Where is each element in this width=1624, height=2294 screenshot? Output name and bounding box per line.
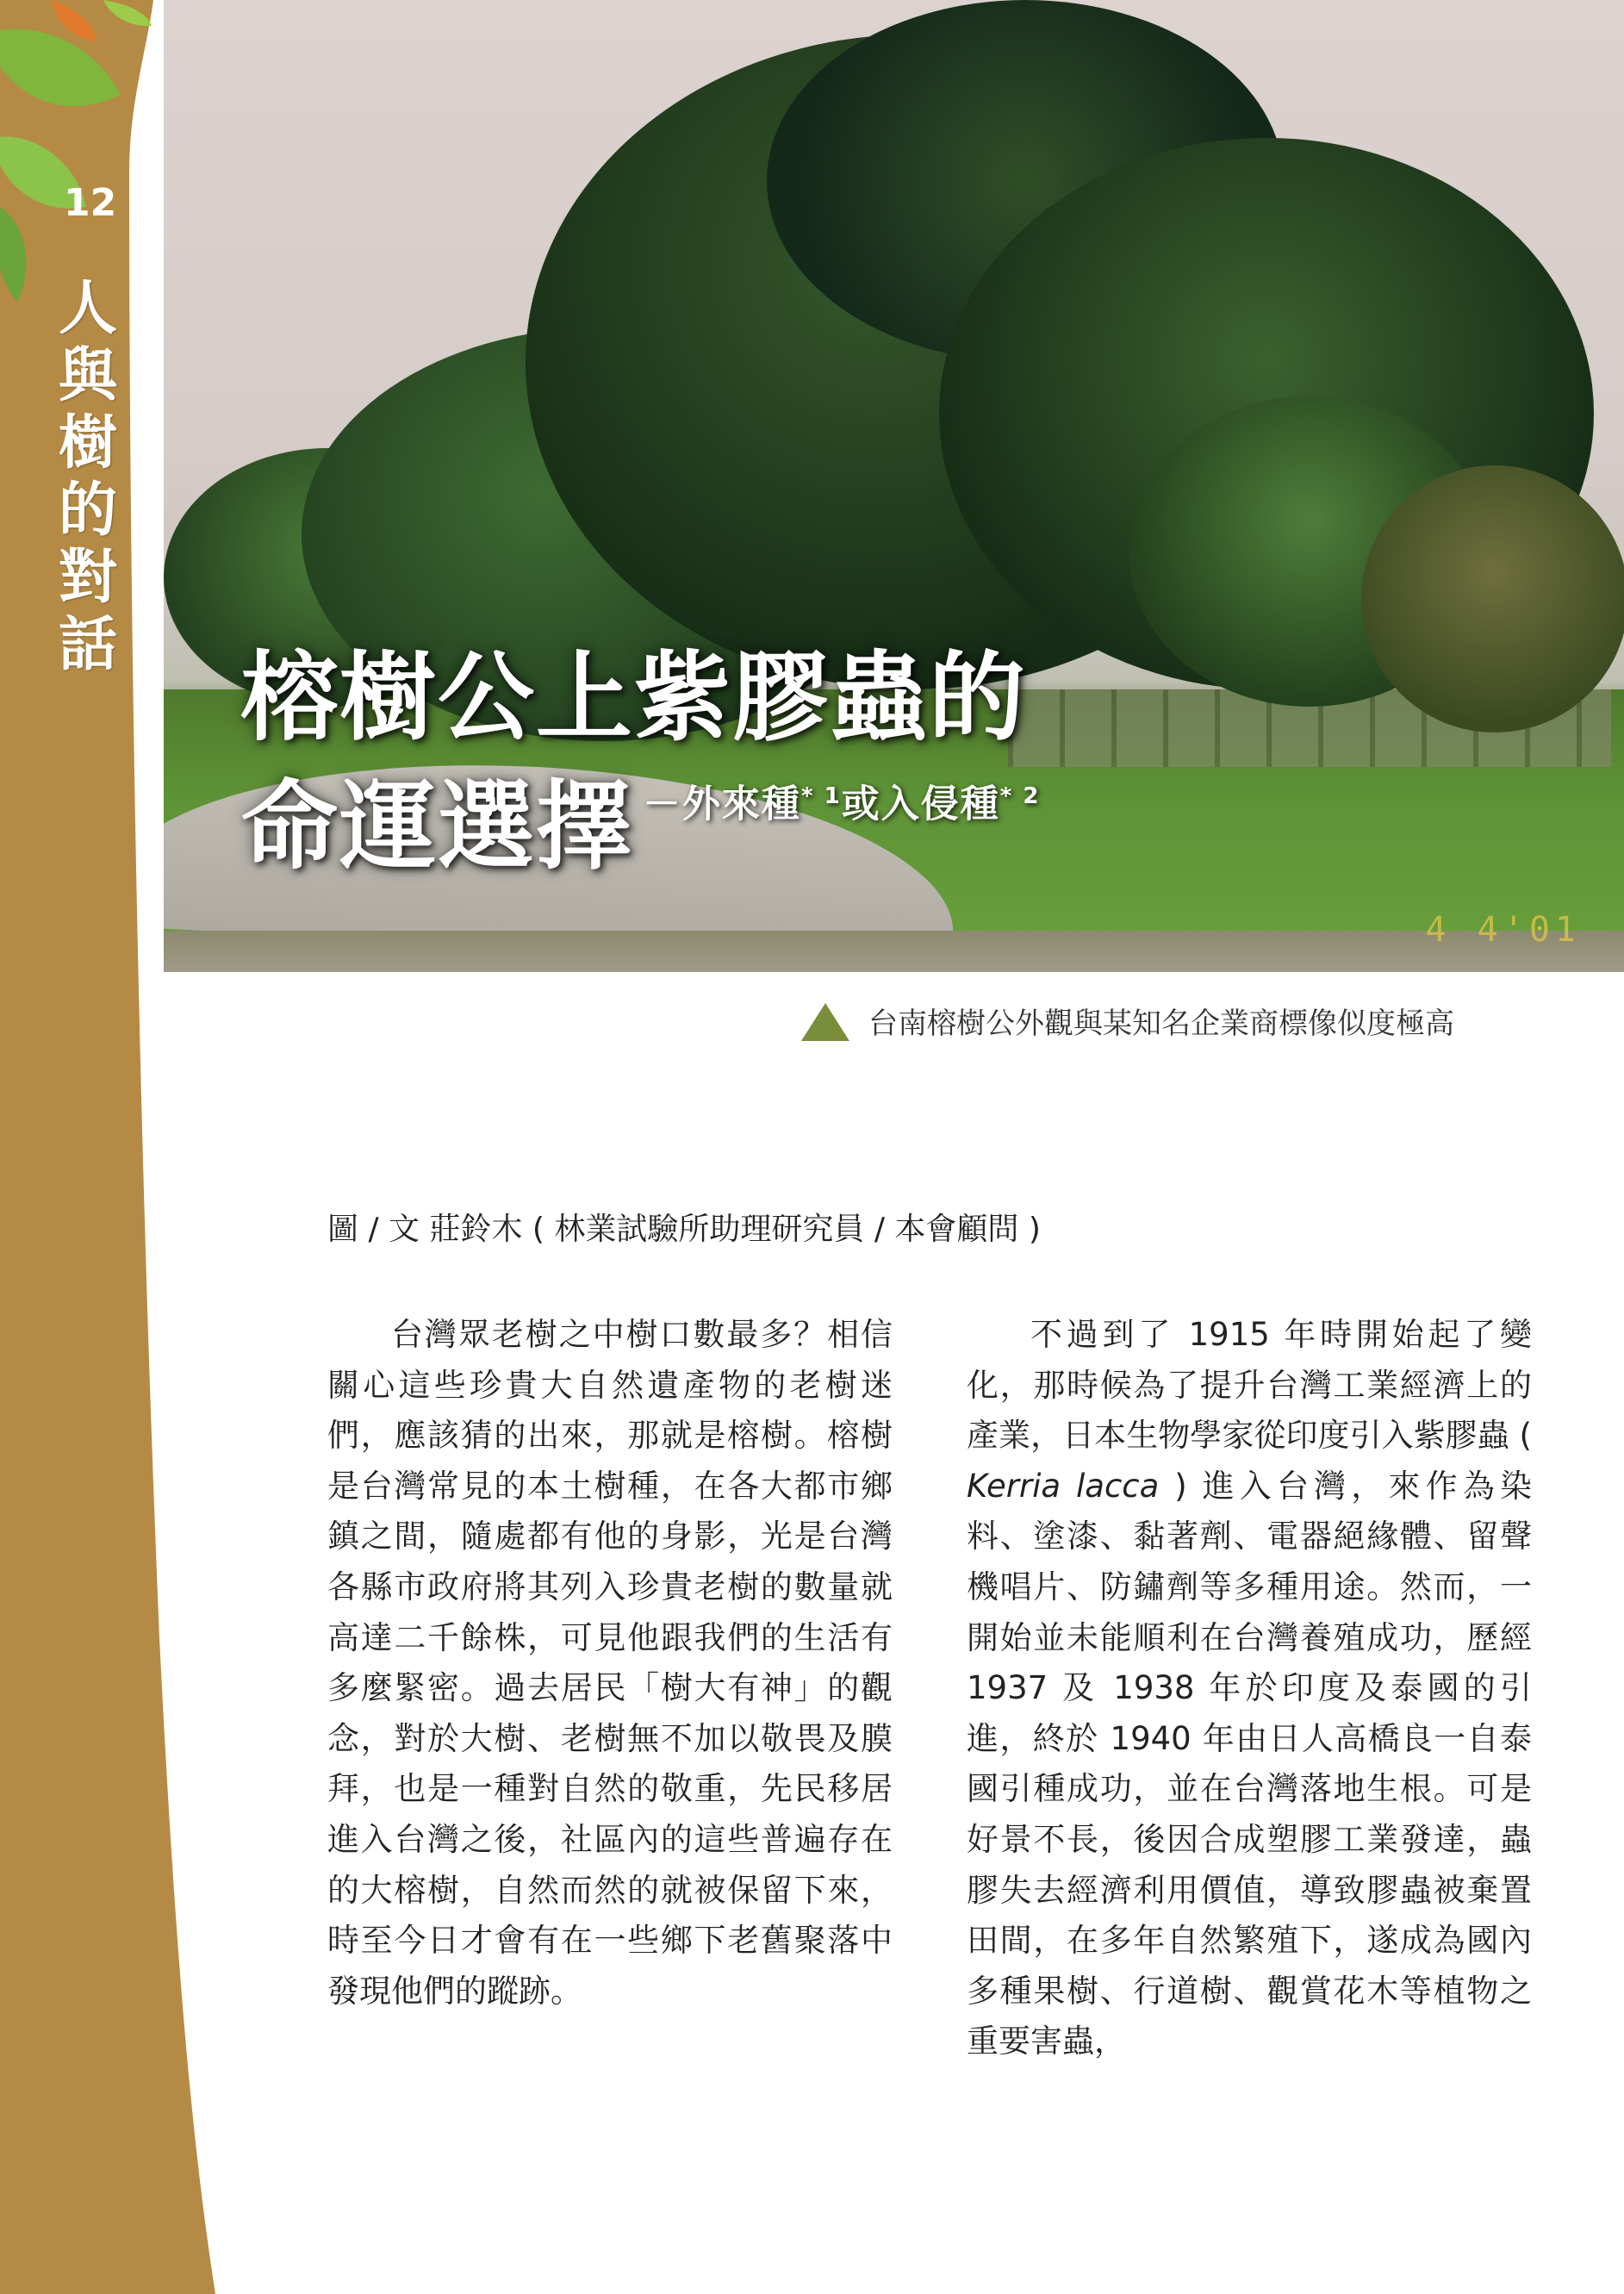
page-number: 12 bbox=[64, 181, 117, 225]
subtitle-part-1: －外來種 bbox=[643, 782, 801, 826]
title-line-2-wrap bbox=[241, 758, 1041, 888]
section-title: 人與樹的對話 bbox=[58, 275, 117, 679]
subtitle-part-2: 或入侵種 bbox=[841, 782, 1000, 826]
title-line-2: 命運選擇 bbox=[241, 770, 634, 883]
photo-caption bbox=[801, 1000, 1454, 1044]
triangle-marker-icon bbox=[801, 1003, 849, 1041]
photo-date-stamp: 4 4'01 bbox=[1425, 910, 1581, 950]
paragraph bbox=[967, 1310, 1532, 2067]
article-subtitle bbox=[643, 736, 1041, 865]
paragraph-text: 不過到了 1915 年時開始起了變化，那時候為了提升台灣工業經濟上的產業，日本生物學家從印度引入紫膠蟲 ( bbox=[967, 1316, 1532, 1455]
body-column-right bbox=[967, 1310, 1532, 2067]
article-title bbox=[241, 638, 1041, 888]
caption-text: 台南榕樹公外觀與某知名企業商標像似度極高 bbox=[868, 1007, 1454, 1041]
roadside-dirt bbox=[164, 931, 1624, 972]
byline: 圖 / 文 莊鈴木 ( 林業試驗所助理研究員 / 本會顧問 ) bbox=[327, 1212, 1041, 1247]
footnote-marker-2: * 2 bbox=[999, 783, 1041, 809]
tree-foliage bbox=[1361, 465, 1624, 732]
paragraph: 台灣眾老樹之中樹口數最多？相信關心這些珍貴大自然遺產物的老樹迷們，應該猜的出來，那就是榕樹。榕樹是台灣常見的本土樹種，在各大都市鄉鎮之間，隨處都有他的身影，光是台灣各縣市政府將其列入珍貴老樹的數量就高達二千餘株，可見他跟我們的生活有多麼緊密。過去居民「樹大有神」的觀念，對於大樹、老樹無不加以敬畏及膜拜，也是一種對自然的敬重，先民移居進入台灣之後，社區內的這些普遍存在的大榕樹，自然而然的就被保留下來，時至今日才會有在一些鄉下老舊聚落中發現他們的蹤跡。 bbox=[327, 1316, 893, 2010]
footnote-marker-1: * 1 bbox=[801, 783, 842, 809]
body-column-left bbox=[327, 1310, 893, 2017]
species-name: Kerria lacca bbox=[967, 1467, 1160, 1505]
title-line-1: 榕樹公上紫膠蟲的 bbox=[241, 642, 1027, 754]
paragraph-text: ) 進入台灣，來作為染料、塗漆、黏著劑、電器絕緣體、留聲機唱片、防鏽劑等多種用途。然而，一開始並未能順利在台灣養殖成功，歷經 1937 及 1938 年於印度及泰國的引進，終於 1940 年由日人高橋良一自泰國引種成功，並在台灣落地生根。可是好景不長，後因合成塑膠工業發達，蟲膠失去經濟利用價值，導致膠蟲被棄置田間，在多年自然繁殖下，遂成為國內多種果樹、行道樹、觀賞花木等植物之重要害蟲， bbox=[967, 1467, 1532, 2060]
